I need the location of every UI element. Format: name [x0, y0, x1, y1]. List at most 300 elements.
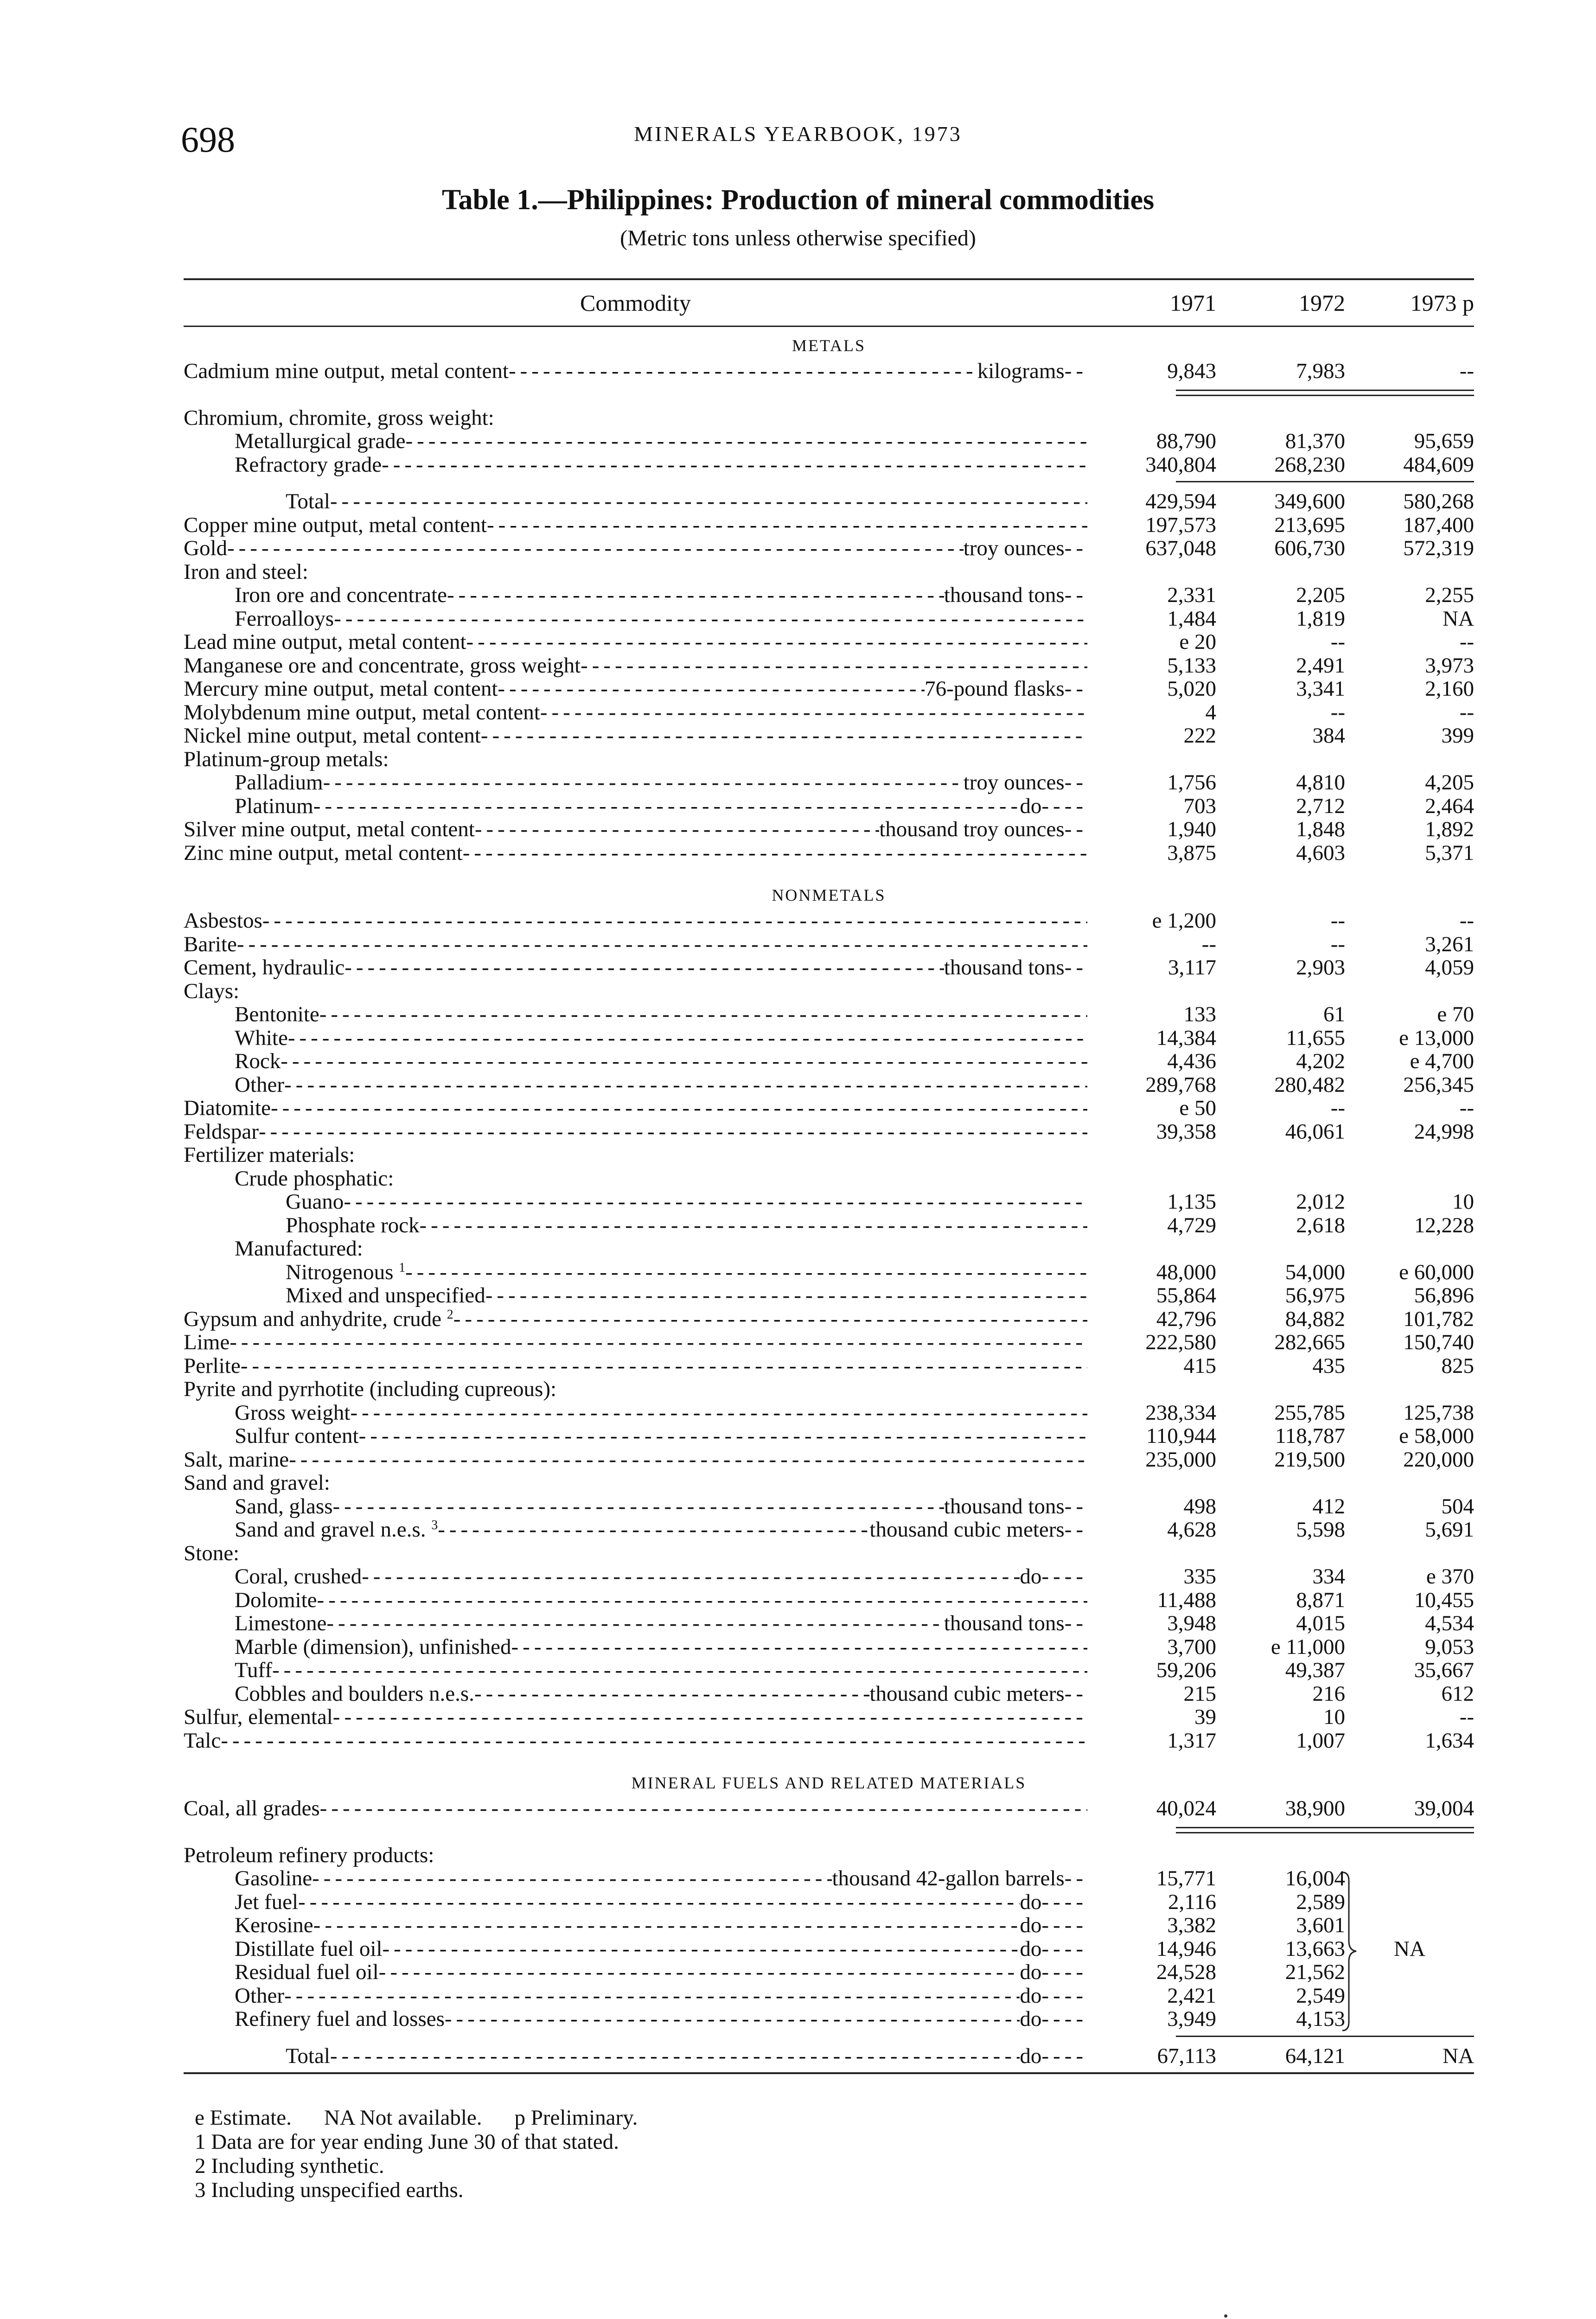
row-label: Phosphate rock — [286, 1213, 420, 1237]
row-label: Stone: — [184, 1541, 240, 1565]
cell-1971: 133 — [1183, 1002, 1216, 1026]
row-label: Platinum — [235, 794, 313, 818]
cell-1973: 35,667 — [1414, 1658, 1474, 1682]
table-row: Cement, hydraulic ----- thousand tons -- 3,117 2,903 4,059 — [184, 956, 1474, 980]
cell-1972: 81,370 — [1285, 429, 1345, 453]
row-label: Nitrogenous $^1$ — [286, 1260, 406, 1284]
row-label: Other — [235, 1073, 285, 1096]
row-unit: thousand 42-gallon barrels — [832, 1867, 1065, 1890]
row-label: Cadmium mine output, metal content — [184, 359, 509, 383]
cell-1973: 2,160 — [1425, 677, 1474, 701]
cell-1971: 1,756 — [1167, 770, 1216, 794]
row-label: Gypsum and anhydrite, crude $^2$ — [184, 1307, 453, 1331]
row-label: Lime — [184, 1331, 230, 1354]
cell-1973: -- — [1459, 630, 1474, 654]
table-row: Coral, crushed ----- do ---- 335 334 e 370 — [184, 1565, 1474, 1589]
row-label: Marble (dimension), unfinished — [235, 1635, 511, 1659]
cell-1971: 1,317 — [1167, 1728, 1216, 1753]
cell-1972: 4,153 — [1296, 2007, 1345, 2031]
cell-1972: 46,061 — [1285, 1119, 1345, 1144]
cell-1973: 95,659 — [1414, 429, 1474, 453]
table-row — [184, 1797, 1474, 1820]
cell-1973: 39,004 — [1414, 1796, 1474, 1820]
cell-1973: 220,000 — [1403, 1447, 1474, 1472]
cell-1971: 4,436 — [1167, 1049, 1216, 1073]
row-unit: thousand tons — [944, 956, 1065, 980]
table-row — [184, 1307, 1474, 1331]
row-label: Gasoline — [235, 1867, 313, 1890]
row-label: Iron ore and concentrate — [235, 583, 447, 607]
group-heading — [184, 1542, 1474, 1565]
group-heading — [184, 560, 1474, 584]
section-metals: METALS — [792, 336, 866, 355]
cell-1972: 2,549 — [1296, 1983, 1345, 2008]
row-label: Sulfur content — [235, 1424, 359, 1448]
table-row — [184, 1050, 1474, 1073]
cell-1973: 10 — [1452, 1190, 1474, 1214]
row-label: Other — [235, 1984, 285, 2007]
row-label: Manganese ore and concentrate, gross weight — [184, 653, 581, 677]
table-subtitle: (Metric tons unless otherwise specified) — [620, 226, 976, 250]
row-unit: do — [1020, 1565, 1042, 1589]
table-row — [184, 724, 1474, 748]
cell-1971: 3,700 — [1167, 1634, 1216, 1659]
cell-1972: 64,121 — [1285, 2044, 1345, 2068]
footnotes — [195, 2106, 638, 2202]
table-row: Platinum ----- do ---- 703 2,712 2,464 — [184, 794, 1474, 818]
cell-1972: 84,882 — [1285, 1307, 1345, 1331]
row-label: Feldspar — [184, 1120, 259, 1143]
row-label: Asbestos — [184, 909, 262, 933]
cell-1972: -- — [1330, 909, 1345, 933]
row-label: Bentonite — [235, 1003, 319, 1026]
cell-1973: e 60,000 — [1399, 1260, 1474, 1284]
cell-1972: 38,900 — [1285, 1796, 1345, 1820]
cell-1973: 150,740 — [1403, 1330, 1474, 1354]
cell-1971: 15,771 — [1156, 1866, 1216, 1890]
cell-1973: 4,534 — [1425, 1611, 1474, 1635]
row-label: Copper mine output, metal content — [184, 513, 487, 537]
footnote-ref: 1 — [399, 1260, 406, 1275]
table-row — [184, 1705, 1474, 1729]
cell-1973: 572,319 — [1403, 536, 1474, 560]
row-label: Ferroalloys — [235, 607, 334, 630]
row-label: Salt, marine — [184, 1448, 289, 1471]
row-unit: do — [1020, 1890, 1042, 1914]
cell-1973: 1,892 — [1425, 817, 1474, 841]
table-row — [184, 1589, 1474, 1612]
cell-1973: 3,973 — [1425, 653, 1474, 678]
row-label: Perlite — [184, 1354, 241, 1377]
footnote-1: 1 Data are for year ending June 30 of that stated. — [195, 2130, 619, 2154]
cell-1971: 39,358 — [1156, 1119, 1216, 1144]
table-row: Total ----- do ---- 67,113 64,121 NA — [184, 2044, 1474, 2068]
row-label: Iron and steel: — [184, 560, 308, 583]
table-row: Cadmium mine output, metal content ----- kilograms -- 9,843 7,983 -- — [184, 359, 1474, 383]
table-row — [184, 1448, 1474, 1472]
row-unit: thousand tons — [944, 1612, 1065, 1635]
table-header-row — [184, 280, 1474, 326]
cell-1971: 637,048 — [1145, 536, 1216, 560]
cell-1971: 3,949 — [1167, 2007, 1216, 2031]
table-row — [184, 1190, 1474, 1214]
row-label: Talc — [184, 1729, 221, 1752]
row-unit: do — [1020, 1960, 1042, 1984]
row-label: Residual fuel oil — [235, 1960, 379, 1984]
page-number: 698 — [181, 119, 235, 160]
cell-1973: -- — [1459, 909, 1474, 933]
table-row: Silver mine output, metal content ----- thousand troy ounces -- 1,940 1,848 1,892 — [184, 818, 1474, 841]
cell-1972: 3,341 — [1296, 677, 1345, 701]
cell-1972: 49,387 — [1285, 1658, 1345, 1682]
cell-1972: 2,205 — [1296, 583, 1345, 607]
group-heading — [184, 1377, 1474, 1401]
footnote-3: 3 Including unspecified earths. — [195, 2178, 464, 2202]
row-label: Sand and gravel n.e.s. $^3$ — [235, 1518, 438, 1542]
cell-1973: 484,609 — [1403, 452, 1474, 477]
footnote-legend: e Estimate. NA Not available. p Preliminary. — [195, 2106, 638, 2130]
cell-1972: 4,810 — [1296, 770, 1345, 794]
row-label: Silver mine output, metal content — [184, 818, 475, 841]
row-label: Metallurgical grade — [235, 429, 406, 453]
cell-1973: e 4,700 — [1410, 1049, 1474, 1073]
row-unit: troy ounces — [963, 771, 1065, 794]
row-unit: thousand cubic meters — [869, 1518, 1065, 1542]
row-label: Sand, glass — [235, 1494, 333, 1518]
cell-1973: 10,455 — [1414, 1588, 1474, 1612]
production-table — [184, 278, 1474, 2074]
double-rule — [1176, 390, 1474, 396]
cell-1971: 3,117 — [1168, 955, 1216, 980]
cell-1973: 4,205 — [1425, 770, 1474, 794]
cell-1971: 1,135 — [1167, 1190, 1216, 1214]
row-label: Kerosine — [235, 1914, 313, 1937]
row-unit: troy ounces — [963, 537, 1065, 560]
cell-1972: 435 — [1312, 1353, 1345, 1378]
row-label: Palladium — [235, 771, 323, 794]
row-label: Mixed and unspecified — [286, 1284, 485, 1307]
cell-1971: 11,488 — [1157, 1588, 1216, 1612]
row-label: Cobbles and boulders n.e.s. — [235, 1682, 474, 1705]
cell-1971: 40,024 — [1156, 1796, 1216, 1820]
cell-1971: 2,116 — [1168, 1890, 1216, 1914]
cell-1973: -- — [1459, 359, 1474, 383]
row-label: Guano — [286, 1190, 344, 1214]
cell-1972: 13,663 — [1285, 1936, 1345, 1961]
cell-1972: -- — [1330, 700, 1345, 724]
cell-1973: -- — [1459, 1096, 1474, 1120]
row-label: Mercury mine output, metal content — [184, 677, 498, 701]
cell-1972: e 11,000 — [1270, 1634, 1345, 1659]
row-label: Tuff — [235, 1659, 273, 1682]
table-row — [184, 1401, 1474, 1425]
cell-1973: NA — [1443, 2044, 1474, 2068]
cell-1973: -- — [1459, 1705, 1474, 1729]
row-label: Sulfur, elemental — [184, 1705, 333, 1729]
cell-1971: 2,331 — [1167, 583, 1216, 607]
cell-1971: 24,528 — [1156, 1960, 1216, 1984]
table-row — [184, 1026, 1474, 1050]
footnote-ref: 3 — [431, 1518, 438, 1532]
cell-1972: 56,975 — [1285, 1283, 1345, 1307]
cell-1972: 4,015 — [1296, 1611, 1345, 1635]
cell-1971: 88,790 — [1156, 429, 1216, 453]
cell-1971: 3,948 — [1167, 1611, 1216, 1635]
cell-1973: 24,998 — [1414, 1119, 1474, 1144]
cell-1971: 5,020 — [1167, 677, 1216, 701]
row-label: Refractory grade — [235, 453, 382, 476]
group-heading — [184, 1237, 1474, 1261]
table-row — [184, 1424, 1474, 1448]
table-bottom-rule — [184, 2072, 1474, 2074]
cell-1973: 125,738 — [1403, 1400, 1474, 1425]
row-label: Gold — [184, 537, 227, 560]
subtotal-rule — [1176, 2036, 1474, 2037]
row-unit: thousand tons — [944, 583, 1065, 607]
group-heading — [184, 1471, 1474, 1495]
header-1973: 1973 p — [1410, 290, 1474, 316]
row-label: Coal, all grades — [184, 1797, 320, 1820]
header-commodity: Commodity — [580, 290, 691, 316]
row-label: Limestone — [235, 1612, 327, 1635]
row-unit: do — [1020, 1914, 1042, 1937]
cell-1973: 2,464 — [1425, 794, 1474, 818]
table-row — [184, 1729, 1474, 1753]
cell-1972: 2,491 — [1296, 653, 1345, 678]
double-rule — [1176, 1827, 1474, 1833]
cell-1972: -- — [1330, 1096, 1345, 1120]
cell-1973: 612 — [1441, 1681, 1474, 1706]
cell-1972: 10 — [1323, 1705, 1345, 1729]
row-label: Platinum-group metals: — [184, 747, 389, 771]
table-row: Jet fuel ----- do ---- 2,116 2,589 — [184, 1890, 1474, 1914]
cell-1971: 1,940 — [1167, 817, 1216, 841]
cell-1972: 118,787 — [1275, 1424, 1345, 1448]
cell-1971: 14,946 — [1156, 1936, 1216, 1961]
cell-1971: 67,113 — [1157, 2044, 1216, 2068]
table-row — [184, 1354, 1474, 1378]
cell-1972: 4,202 — [1296, 1049, 1345, 1073]
cell-1972: 7,983 — [1296, 359, 1345, 383]
cell-1973: e 13,000 — [1399, 1025, 1474, 1050]
footnote-2: 2 Including synthetic. — [195, 2154, 384, 2178]
cell-1973: 9,053 — [1425, 1634, 1474, 1659]
group-heading — [184, 1143, 1474, 1167]
table-row — [184, 630, 1474, 654]
running-head: MINERALS YEARBOOK, 1973 — [634, 122, 962, 146]
row-label: Total — [286, 2044, 330, 2068]
cell-1973: 825 — [1441, 1353, 1474, 1378]
row-label: Clays: — [184, 979, 240, 1003]
group-heading — [184, 1844, 1474, 1867]
cell-1971: 222 — [1183, 724, 1216, 748]
cell-1972: 11,655 — [1286, 1025, 1345, 1050]
cell-1971: 197,573 — [1145, 512, 1216, 537]
table-row — [184, 654, 1474, 678]
cell-1972: 2,712 — [1296, 794, 1345, 818]
table-row — [184, 1073, 1474, 1097]
cell-1972: 1,007 — [1296, 1728, 1345, 1753]
cell-1971: 3,875 — [1167, 840, 1216, 865]
cell-1972: 349,600 — [1274, 489, 1345, 513]
row-label: Pyrite and pyrrhotite (including cupreous): — [184, 1377, 557, 1401]
table-row: Mercury mine output, metal content ----- 76-pound flasks -- 5,020 3,341 2,160 — [184, 677, 1474, 701]
header-1972: 1972 — [1299, 290, 1345, 316]
table-row — [184, 841, 1474, 865]
cell-1971: 110,944 — [1146, 1424, 1216, 1448]
cell-1971: e 20 — [1179, 630, 1216, 654]
cell-1973: 56,896 — [1414, 1283, 1474, 1307]
table-row — [184, 1214, 1474, 1237]
table-row: Gasoline ----- thousand 42-gallon barrels -- 15,771 16,004 — [184, 1867, 1474, 1890]
cell-1972: 280,482 — [1274, 1072, 1345, 1097]
cell-1971: e 1,200 — [1152, 909, 1216, 933]
row-unit: do — [1020, 2007, 1042, 2031]
header-1971: 1971 — [1170, 290, 1216, 316]
cell-1973: 187,400 — [1403, 512, 1474, 537]
row-label: Barite — [184, 932, 237, 956]
cell-1972: 61 — [1323, 1002, 1345, 1026]
cell-1971: 235,000 — [1145, 1447, 1216, 1472]
cell-1972: 216 — [1312, 1681, 1345, 1706]
cell-1972: 16,004 — [1285, 1866, 1345, 1890]
cell-1972: 255,785 — [1274, 1400, 1345, 1425]
cell-1972: -- — [1330, 630, 1345, 654]
cell-1972: 5,598 — [1296, 1518, 1345, 1542]
row-label: Dolomite — [235, 1588, 317, 1612]
cell-1973: e 58,000 — [1399, 1424, 1474, 1448]
row-label: Chromium, chromite, gross weight: — [184, 406, 494, 429]
table-row — [184, 933, 1474, 956]
cell-1971: 498 — [1183, 1494, 1216, 1518]
table-row: Residual fuel oil ----- do ---- 24,528 21,562 — [184, 1960, 1474, 1984]
table-row — [184, 701, 1474, 724]
cell-1972: 384 — [1312, 724, 1345, 748]
cell-1973: 101,782 — [1403, 1307, 1474, 1331]
cell-1971: 238,334 — [1145, 1400, 1216, 1425]
row-unit: do — [1020, 2044, 1042, 2068]
row-label: Cement, hydraulic — [184, 956, 345, 980]
table-row — [184, 1331, 1474, 1354]
table-row: Sand, glass ----- thousand tons -- 498 412 504 — [184, 1495, 1474, 1518]
row-label: Refinery fuel and losses — [235, 2007, 445, 2031]
table-row — [184, 1261, 1474, 1284]
cell-1972: 1,819 — [1296, 606, 1345, 631]
cell-1971: 14,384 — [1156, 1025, 1216, 1050]
cell-1973: -- — [1459, 700, 1474, 724]
row-label: Zinc mine output, metal content — [184, 841, 463, 865]
row-label: Gross weight — [235, 1401, 351, 1424]
table-row: Cobbles and boulders n.e.s. ----- thousand cubic meters -- 215 216 612 — [184, 1682, 1474, 1706]
table-row — [184, 429, 1474, 453]
cell-1973: 580,268 — [1403, 489, 1474, 513]
row-label: Jet fuel — [235, 1890, 299, 1914]
cell-1972: 213,695 — [1274, 512, 1345, 537]
cell-1972: 606,730 — [1274, 536, 1345, 560]
cell-1973: 5,371 — [1425, 840, 1474, 865]
cell-1971: 4,628 — [1167, 1518, 1216, 1542]
table-row: Limestone ----- thousand tons -- 3,948 4,015 4,534 — [184, 1612, 1474, 1635]
section-fuels: MINERAL FUELS AND RELATED MATERIALS — [631, 1774, 1027, 1792]
cell-1972: 268,230 — [1274, 452, 1345, 477]
cell-1973: 3,261 — [1425, 932, 1474, 956]
cell-1971: 215 — [1183, 1681, 1216, 1706]
table-row — [184, 1635, 1474, 1659]
cell-1972: -- — [1330, 932, 1345, 956]
cell-1972: 4,603 — [1296, 840, 1345, 865]
row-label: Coral, crushed — [235, 1565, 362, 1589]
petroleum-1973-na: NA — [1394, 1936, 1425, 1961]
cell-1972: 412 — [1312, 1494, 1345, 1518]
row-unit: do — [1020, 1937, 1042, 1960]
cell-1971: 39 — [1194, 1705, 1216, 1729]
cell-1973: 504 — [1441, 1494, 1474, 1518]
row-label: Crude phosphatic: — [235, 1166, 394, 1190]
group-heading — [184, 1167, 1474, 1191]
table-row — [184, 1120, 1474, 1144]
cell-1972: 3,601 — [1296, 1913, 1345, 1937]
subtotal-rule — [1176, 481, 1474, 482]
table-row — [184, 453, 1474, 477]
row-unit: kilograms — [977, 359, 1065, 383]
cell-1971: -- — [1201, 932, 1216, 956]
group-heading — [184, 748, 1474, 771]
table-title: Table 1.—Philippines: Production of mineral commodities — [441, 184, 1155, 216]
cell-1971: 48,000 — [1156, 1260, 1216, 1284]
cell-1971: 222,580 — [1145, 1330, 1216, 1354]
table-row — [184, 607, 1474, 631]
group-heading — [184, 980, 1474, 1003]
table-row: Gold ----- troy ounces -- 637,048 606,730 572,319 — [184, 537, 1474, 560]
cell-1972: 8,871 — [1296, 1588, 1345, 1612]
cell-1972: 2,903 — [1296, 955, 1345, 980]
cell-1972: 2,618 — [1296, 1213, 1345, 1237]
cell-1971: 3,382 — [1167, 1913, 1216, 1937]
cell-1971: 289,768 — [1145, 1072, 1216, 1097]
table-row — [184, 1096, 1474, 1120]
cell-1973: NA — [1443, 606, 1474, 631]
table-row — [184, 490, 1474, 513]
cell-1971: 42,796 — [1156, 1307, 1216, 1331]
cell-1971: 5,133 — [1167, 653, 1216, 678]
cell-1973: e 370 — [1426, 1564, 1474, 1589]
row-label: Molybdenum mine output, metal content — [184, 700, 540, 724]
petroleum-group — [184, 1844, 1474, 2031]
row-label: Nickel mine output, metal content — [184, 724, 481, 748]
print-speck — [1224, 2314, 1227, 2318]
row-label: Total — [286, 490, 330, 513]
cell-1971: e 50 — [1179, 1096, 1216, 1120]
cell-1971: 335 — [1183, 1564, 1216, 1589]
cell-1973: 256,345 — [1403, 1072, 1474, 1097]
cell-1973: 5,691 — [1425, 1518, 1474, 1542]
row-label: White — [235, 1026, 288, 1050]
cell-1971: 340,804 — [1145, 452, 1216, 477]
cell-1971: 429,594 — [1145, 489, 1216, 513]
group-heading — [184, 406, 1474, 430]
cell-1971: 4,729 — [1167, 1213, 1216, 1237]
row-unit: 76-pound flasks — [925, 677, 1065, 701]
row-unit: thousand tons — [944, 1494, 1065, 1518]
cell-1973: 1,634 — [1425, 1728, 1474, 1753]
cell-1972: 219,500 — [1274, 1447, 1345, 1472]
row-label: Distillate fuel oil — [235, 1937, 383, 1960]
cell-1971: 703 — [1183, 794, 1216, 818]
row-label: Manufactured: — [235, 1237, 363, 1261]
row-label: Petroleum refinery products: — [184, 1843, 434, 1867]
cell-1971: 55,864 — [1156, 1283, 1216, 1307]
brace-icon — [1341, 1871, 1359, 2031]
